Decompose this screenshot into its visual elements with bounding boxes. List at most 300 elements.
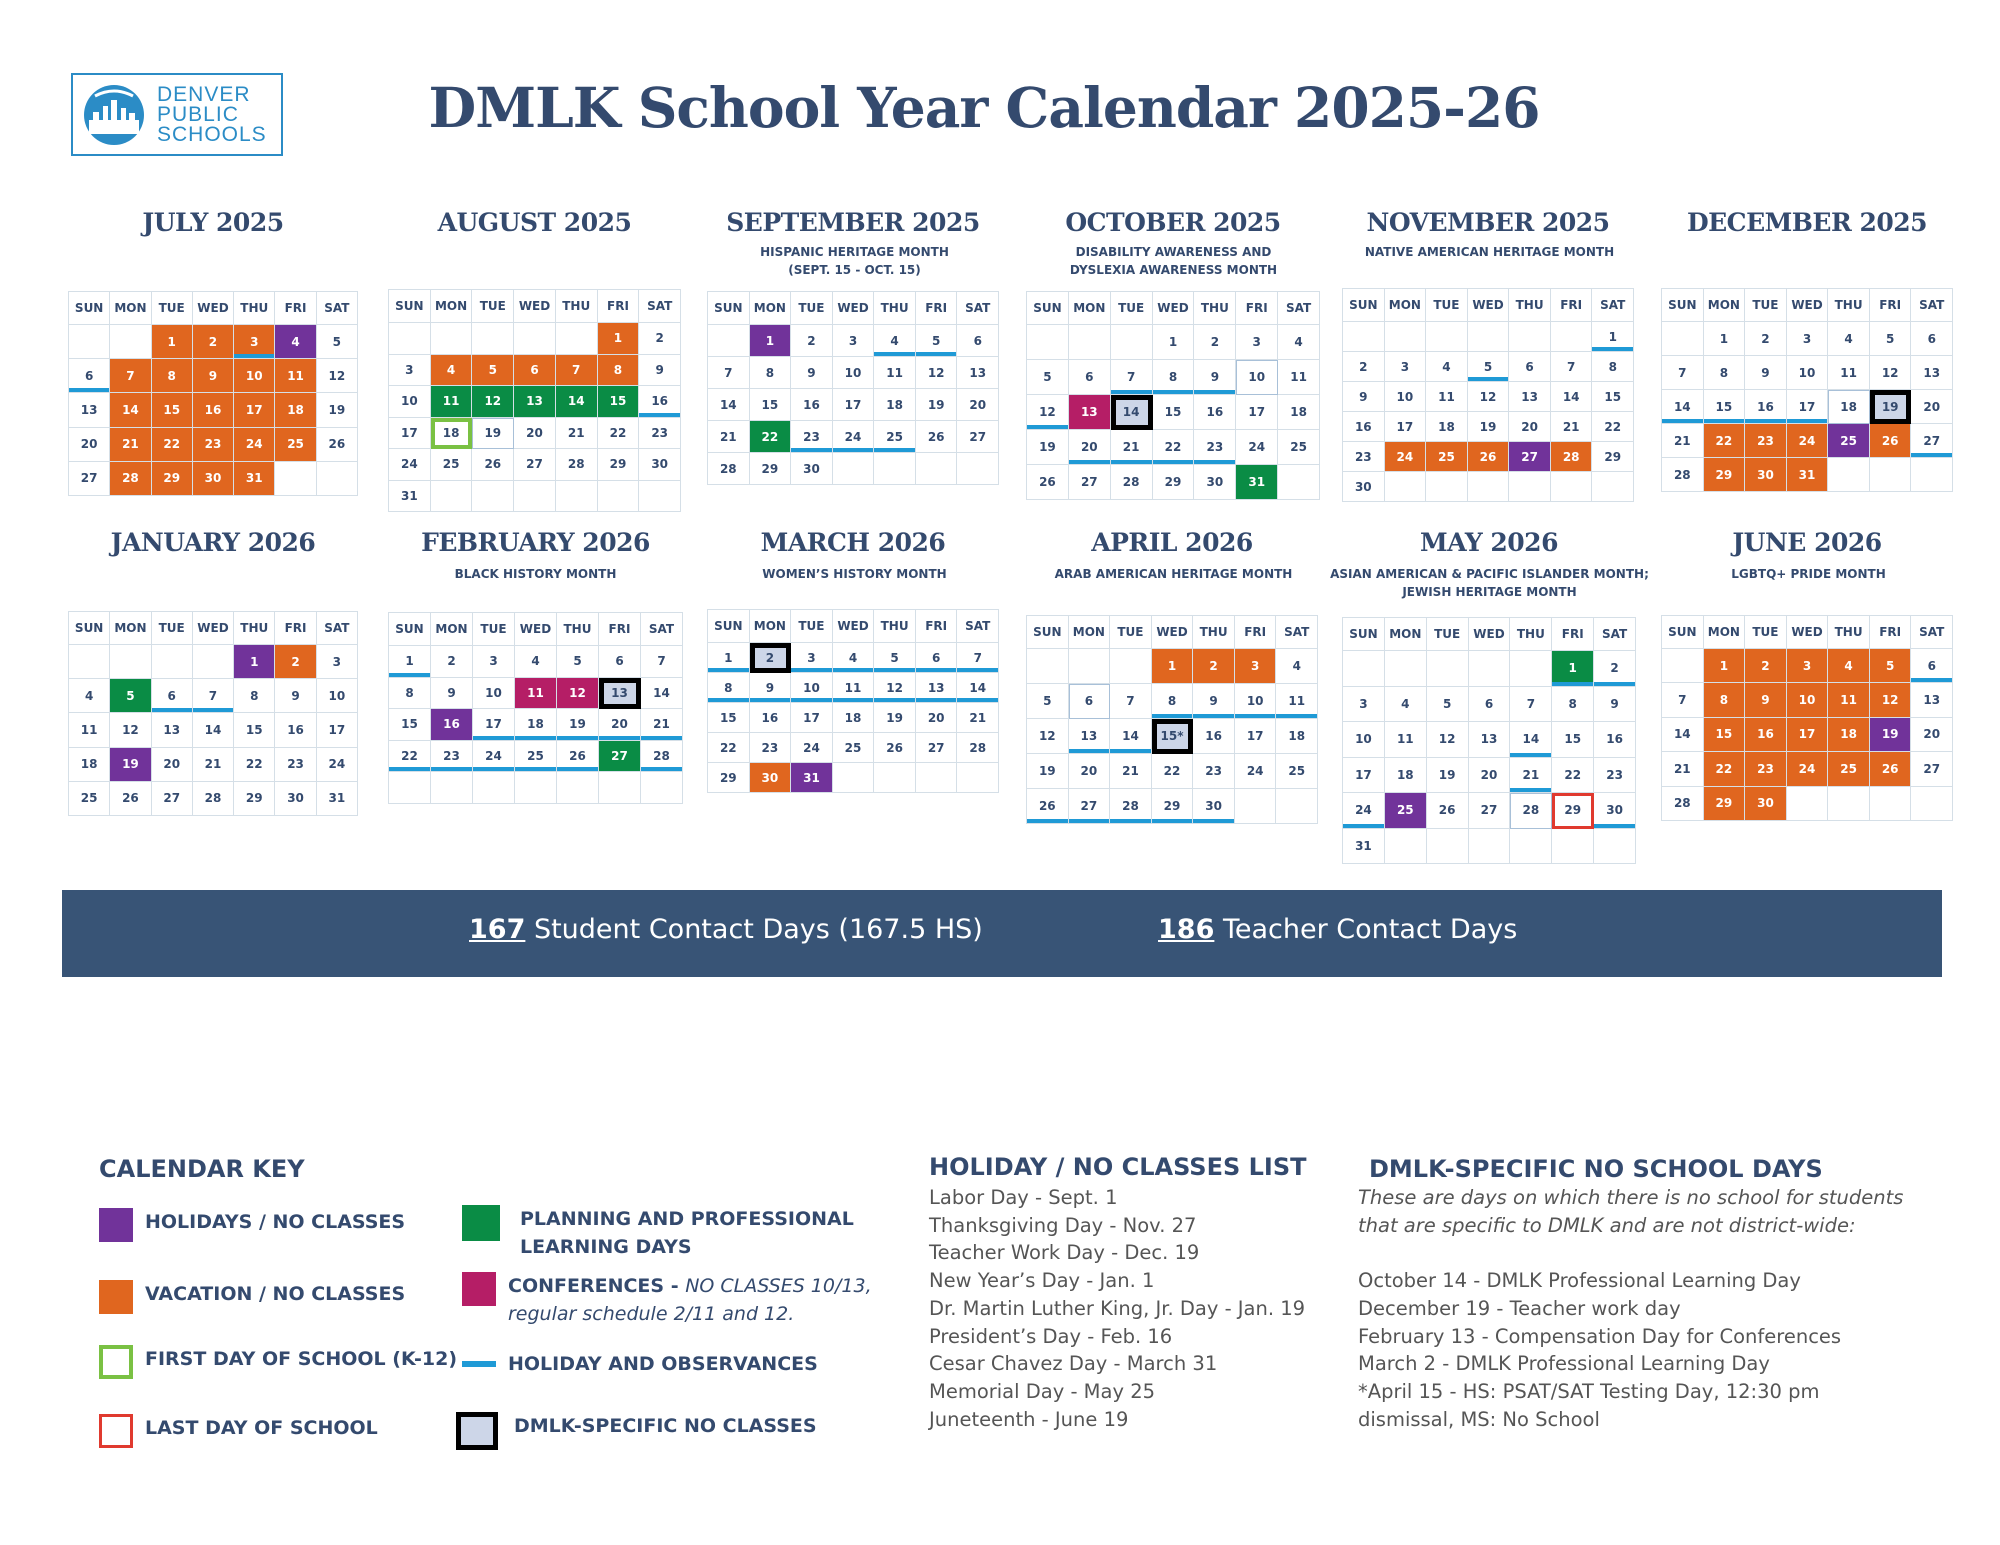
day-cell: 25	[1276, 754, 1318, 789]
day-cell: 24	[389, 449, 431, 481]
empty-cell	[1385, 829, 1427, 865]
day-cell: 27	[1069, 789, 1111, 824]
day-cell: 10	[791, 673, 833, 703]
week-row	[1343, 722, 1636, 758]
month-grid	[1026, 615, 1318, 824]
day-cell: 19	[874, 703, 916, 733]
dmlk-day-item: October 14 - DMLK Professional Learning Day	[1358, 1269, 1801, 1293]
day-cell: 22	[1592, 412, 1634, 442]
empty-cell	[1911, 787, 1953, 821]
day-cell: 19	[1870, 390, 1912, 424]
empty-cell	[1276, 789, 1318, 824]
day-cell: 9	[750, 673, 792, 703]
day-cell: 19	[1027, 430, 1069, 465]
day-cell: 9	[791, 357, 833, 389]
key-conferences-label	[508, 1272, 872, 1328]
weekday-label: MON	[750, 292, 792, 325]
day-cell: 16	[750, 703, 792, 733]
weekday-label: TUE	[1111, 292, 1153, 325]
week-row	[389, 323, 681, 355]
conference-swatch	[462, 1272, 496, 1306]
week-row	[389, 449, 681, 481]
empty-cell	[1426, 472, 1468, 502]
weekday-label: SAT	[1594, 618, 1636, 651]
day-cell: 7	[110, 359, 151, 393]
week-row	[1343, 793, 1636, 829]
day-cell: 31	[791, 763, 833, 793]
day-cell: 23	[1193, 754, 1235, 789]
logo-line-3: SCHOOLS	[157, 122, 267, 146]
day-cell: 14	[193, 713, 234, 747]
holiday-item: Teacher Work Day - Dec. 19	[929, 1241, 1200, 1265]
day-cell: 31	[317, 782, 358, 816]
day-cell: 6	[1911, 649, 1953, 683]
day-cell: 9	[193, 359, 234, 393]
weekday-label: SAT	[1592, 289, 1634, 322]
week-row	[1343, 352, 1634, 382]
teacher-contact-days	[1158, 914, 1517, 945]
empty-cell	[1278, 465, 1320, 500]
empty-cell	[1469, 829, 1511, 865]
empty-cell	[275, 462, 316, 496]
empty-cell	[389, 323, 431, 355]
week-row	[389, 678, 683, 710]
weekday-label: MON	[1385, 618, 1427, 651]
day-cell: 15	[1704, 390, 1746, 424]
week-row	[1343, 758, 1636, 794]
student-days-count: 167	[469, 914, 526, 945]
day-cell: 26	[1870, 424, 1912, 458]
key-planning-line-1: PLANNING AND PROFESSIONAL	[520, 1208, 854, 1230]
day-cell: 3	[317, 645, 358, 679]
weekday-label: SAT	[1276, 616, 1318, 649]
day-cell: 2	[1194, 325, 1236, 360]
day-cell: 5	[916, 325, 958, 357]
dmlk-day-item: *April 15 - HS: PSAT/SAT Testing Day, 12:30 pm	[1358, 1379, 1820, 1403]
day-cell: 18	[1276, 719, 1318, 754]
week-row	[1027, 789, 1318, 824]
day-cell: 4	[1828, 649, 1870, 683]
day-cell: 8	[1153, 360, 1195, 395]
day-cell: 24	[833, 421, 875, 453]
weekday-label: SUN	[708, 610, 750, 643]
week-row	[389, 741, 683, 773]
day-cell: 31	[234, 462, 275, 496]
day-cell: 9	[1343, 382, 1385, 412]
weekday-label: MON	[431, 613, 473, 646]
day-cell: 3	[473, 646, 515, 678]
day-cell: 29	[1552, 793, 1594, 829]
day-cell: 28	[708, 453, 750, 485]
day-cell: 2	[1745, 649, 1787, 683]
empty-cell	[1468, 472, 1510, 502]
day-cell: 22	[1152, 754, 1194, 789]
day-cell: 9	[1745, 683, 1787, 717]
day-cell: 25	[1385, 793, 1427, 829]
day-cell: 28	[1111, 465, 1153, 500]
day-cell: 21	[1111, 430, 1153, 465]
week-row	[389, 481, 681, 513]
weekday-label: THU	[234, 612, 275, 645]
week-row	[708, 421, 999, 453]
day-cell: 26	[472, 449, 514, 481]
month-title: FEBRUARY 2026	[421, 528, 650, 557]
day-cell: 22	[708, 733, 750, 763]
day-cell: 30	[193, 462, 234, 496]
weekday-label: TUE	[791, 610, 833, 643]
weekday-label: THU	[874, 610, 916, 643]
weekday-label: MON	[1069, 616, 1111, 649]
last-day-swatch	[99, 1414, 133, 1448]
week-row	[69, 393, 358, 427]
day-cell: 30	[639, 449, 681, 481]
weekday-label: MON	[431, 290, 473, 323]
week-row	[1343, 412, 1634, 442]
weekday-label: THU	[1194, 292, 1236, 325]
day-cell: 14	[556, 386, 598, 418]
month-grid	[707, 609, 999, 793]
day-cell: 18	[1426, 412, 1468, 442]
empty-cell	[1427, 829, 1469, 865]
day-cell: 8	[1704, 356, 1746, 390]
week-row	[1343, 322, 1634, 352]
weekday-label: TUE	[791, 292, 833, 325]
day-cell: 15	[1704, 718, 1746, 752]
weekday-label: FRI	[1870, 289, 1912, 322]
month-grid	[1661, 615, 1953, 821]
weekday-label: SUN	[1027, 292, 1069, 325]
day-cell: 29	[1704, 458, 1746, 492]
empty-cell	[515, 772, 557, 804]
day-cell: 23	[1745, 752, 1787, 786]
week-row	[1343, 382, 1634, 412]
week-row	[708, 357, 999, 389]
day-cell: 18	[874, 389, 916, 421]
weekday-label: TUE	[1426, 289, 1468, 322]
key-conferences	[462, 1272, 872, 1328]
week-row	[1662, 787, 1953, 821]
day-cell: 15*	[1152, 719, 1194, 754]
day-cell: 6	[1069, 684, 1111, 719]
day-cell: 14	[1110, 719, 1152, 754]
empty-cell	[1027, 649, 1069, 684]
day-cell: 26	[1427, 793, 1469, 829]
week-row	[708, 453, 999, 485]
key-holidays-label: HOLIDAYS / NO CLASSES	[145, 1211, 406, 1233]
day-cell: 13	[1911, 356, 1953, 390]
day-cell: 13	[1911, 683, 1953, 717]
day-cell: 16	[1745, 390, 1787, 424]
day-cell: 8	[1592, 352, 1634, 382]
day-cell: 25	[1828, 424, 1870, 458]
week-row	[1027, 649, 1318, 684]
day-cell: 20	[1069, 754, 1111, 789]
day-cell: 21	[1510, 758, 1552, 794]
day-cell: 30	[791, 453, 833, 485]
weekday-label: MON	[1385, 289, 1427, 322]
month-subtitle: HISPANIC HERITAGE MONTH	[760, 245, 949, 259]
weekday-header	[69, 292, 358, 325]
weekday-label: FRI	[1236, 292, 1278, 325]
student-contact-days	[469, 914, 983, 945]
weekday-label: SUN	[708, 292, 750, 325]
day-cell: 19	[1870, 718, 1912, 752]
day-cell: 27	[1911, 752, 1953, 786]
month-grid	[388, 612, 683, 804]
week-row	[1662, 322, 1953, 356]
week-row	[1662, 718, 1953, 752]
day-cell: 29	[598, 449, 640, 481]
logo-line-1: DENVER	[157, 82, 251, 106]
week-row	[1662, 752, 1953, 786]
week-row	[708, 703, 999, 733]
dmlk-days-list	[1358, 1267, 1903, 1433]
weekday-label: WED	[193, 612, 234, 645]
empty-cell	[556, 481, 598, 513]
day-cell: 20	[69, 428, 110, 462]
empty-cell	[1343, 651, 1385, 687]
day-cell: 15	[1153, 395, 1195, 430]
calendar-key-heading: CALENDAR KEY	[99, 1155, 305, 1183]
day-cell: 2	[639, 323, 681, 355]
empty-cell	[431, 323, 473, 355]
day-cell: 5	[1027, 360, 1069, 395]
weekday-label: SAT	[1278, 292, 1320, 325]
weekday-label: MON	[110, 612, 151, 645]
day-cell: 8	[389, 678, 431, 710]
day-cell: 27	[957, 421, 999, 453]
day-cell: 12	[1027, 395, 1069, 430]
weekday-label: FRI	[916, 610, 958, 643]
day-cell: 28	[193, 782, 234, 816]
day-cell: 17	[1787, 390, 1829, 424]
day-cell: 23	[750, 733, 792, 763]
empty-cell	[916, 763, 958, 793]
day-cell: 2	[1745, 322, 1787, 356]
day-cell: 3	[1343, 687, 1385, 723]
day-cell: 21	[193, 748, 234, 782]
key-last-day-label: LAST DAY OF SCHOOL	[145, 1417, 378, 1439]
day-cell: 14	[1662, 718, 1704, 752]
day-cell: 8	[234, 679, 275, 713]
weekday-label: FRI	[916, 292, 958, 325]
weekday-label: SAT	[317, 292, 358, 325]
day-cell: 13	[599, 678, 641, 710]
weekday-label: TUE	[152, 612, 193, 645]
day-cell: 4	[1385, 687, 1427, 723]
month-title: MARCH 2026	[760, 528, 946, 557]
empty-cell	[110, 325, 151, 359]
day-cell: 28	[1551, 442, 1593, 472]
day-cell: 18	[515, 709, 557, 741]
weekday-label: SAT	[957, 292, 999, 325]
day-cell: 8	[1552, 687, 1594, 723]
empty-cell	[1828, 458, 1870, 492]
day-cell: 23	[639, 418, 681, 450]
weekday-label: SUN	[1343, 289, 1385, 322]
week-row	[69, 325, 358, 359]
day-cell: 4	[874, 325, 916, 357]
day-cell: 13	[1469, 722, 1511, 758]
month-subtitle: NATIVE AMERICAN HERITAGE MONTH	[1364, 245, 1615, 259]
day-cell: 20	[1509, 412, 1551, 442]
empty-cell	[1510, 829, 1552, 865]
day-cell: 20	[514, 418, 556, 450]
day-cell: 29	[1153, 465, 1195, 500]
page-title: DMLK School Year Calendar 2025-26	[428, 75, 1540, 140]
day-cell: 17	[1385, 412, 1427, 442]
day-cell: 15	[389, 709, 431, 741]
day-cell: 17	[791, 703, 833, 733]
day-cell: 13	[514, 386, 556, 418]
day-cell: 20	[1469, 758, 1511, 794]
day-cell: 2	[431, 646, 473, 678]
month-grid	[68, 291, 358, 496]
day-cell: 1	[598, 323, 640, 355]
day-cell: 11	[1278, 360, 1320, 395]
week-row	[708, 673, 999, 703]
holiday-item: Labor Day - Sept. 1	[929, 1186, 1118, 1209]
day-cell: 6	[152, 679, 193, 713]
day-cell: 15	[152, 393, 193, 427]
empty-cell	[874, 763, 916, 793]
empty-cell	[1427, 651, 1469, 687]
day-cell: 12	[1870, 683, 1912, 717]
day-cell: 16	[1343, 412, 1385, 442]
day-cell: 10	[317, 679, 358, 713]
empty-cell	[317, 462, 358, 496]
day-cell: 12	[557, 678, 599, 710]
day-cell: 26	[557, 741, 599, 773]
weekday-header	[389, 290, 681, 323]
empty-cell	[1551, 322, 1593, 352]
weekday-label: THU	[556, 290, 598, 323]
day-cell: 31	[1787, 458, 1829, 492]
week-row	[1662, 390, 1953, 424]
logo-line-2: PUBLIC	[157, 102, 239, 126]
month-subtitle: DYSLEXIA AWARENESS MONTH	[1069, 263, 1278, 277]
day-cell: 16	[193, 393, 234, 427]
day-cell: 17	[473, 709, 515, 741]
day-cell: 26	[1027, 465, 1069, 500]
day-cell: 7	[556, 355, 598, 387]
day-cell: 10	[1236, 360, 1278, 395]
day-cell: 13	[152, 713, 193, 747]
weekday-label: FRI	[598, 290, 640, 323]
holiday-item: Juneteenth - June 19	[929, 1407, 1129, 1431]
weekday-label: MON	[1704, 289, 1746, 322]
empty-cell	[472, 481, 514, 513]
empty-cell	[916, 453, 958, 485]
month-subtitle: JEWISH HERITAGE MONTH	[1402, 585, 1577, 599]
month-grid	[1026, 291, 1320, 500]
weekday-label: WED	[1153, 292, 1195, 325]
week-row	[389, 772, 683, 804]
weekday-label: MON	[750, 610, 792, 643]
week-row	[708, 325, 999, 357]
day-cell: 19	[1427, 758, 1469, 794]
day-cell: 5	[1870, 322, 1912, 356]
week-row	[389, 709, 683, 741]
weekday-label: FRI	[1870, 616, 1912, 649]
day-cell: 12	[916, 357, 958, 389]
empty-cell	[193, 645, 234, 679]
day-cell: 23	[1194, 430, 1236, 465]
day-cell: 10	[389, 386, 431, 418]
day-cell: 7	[1510, 687, 1552, 723]
empty-cell	[1385, 472, 1427, 502]
day-cell: 21	[1110, 754, 1152, 789]
empty-cell	[1870, 787, 1912, 821]
empty-cell	[1027, 325, 1069, 360]
week-row	[1662, 649, 1953, 683]
weekday-label: SUN	[69, 612, 110, 645]
day-cell: 7	[1551, 352, 1593, 382]
day-cell: 11	[275, 359, 316, 393]
day-cell: 11	[431, 386, 473, 418]
observance-swatch	[462, 1361, 496, 1367]
day-cell: 23	[1594, 758, 1636, 794]
empty-cell	[69, 325, 110, 359]
empty-cell	[1111, 325, 1153, 360]
weekday-label: WED	[833, 292, 875, 325]
week-row	[69, 645, 358, 679]
week-row	[69, 462, 358, 496]
day-cell: 8	[598, 355, 640, 387]
day-cell: 20	[1911, 390, 1953, 424]
weekday-label: SUN	[1027, 616, 1069, 649]
week-row	[69, 359, 358, 393]
weekday-label: WED	[515, 613, 557, 646]
day-cell: 27	[916, 733, 958, 763]
empty-cell	[833, 763, 875, 793]
week-row	[1343, 687, 1636, 723]
day-cell: 1	[1153, 325, 1195, 360]
month-title: APRIL 2026	[1091, 528, 1253, 557]
day-cell: 26	[1870, 752, 1912, 786]
dmlk-day-item: December 19 - Teacher work day	[1358, 1296, 1681, 1320]
weekday-label: THU	[234, 292, 275, 325]
day-cell: 18	[1385, 758, 1427, 794]
day-cell: 11	[1276, 684, 1318, 719]
day-cell: 3	[234, 325, 275, 359]
day-cell: 15	[750, 389, 792, 421]
day-cell: 2	[1594, 651, 1636, 687]
teacher-days-label: Teacher Contact Days	[1214, 914, 1518, 945]
first-day-swatch	[99, 1345, 133, 1379]
day-cell: 27	[69, 462, 110, 496]
empty-cell	[1594, 829, 1636, 865]
day-cell: 19	[472, 418, 514, 450]
day-cell: 22	[152, 428, 193, 462]
empty-cell	[599, 772, 641, 804]
empty-cell	[431, 772, 473, 804]
day-cell: 23	[791, 421, 833, 453]
day-cell: 6	[1509, 352, 1551, 382]
holiday-item: Memorial Day - May 25	[929, 1379, 1156, 1403]
day-cell: 1	[389, 646, 431, 678]
weekday-label: THU	[874, 292, 916, 325]
week-row	[69, 748, 358, 782]
empty-cell	[514, 323, 556, 355]
day-cell: 21	[957, 703, 999, 733]
day-cell: 13	[957, 357, 999, 389]
weekday-header	[69, 612, 358, 645]
day-cell: 21	[708, 421, 750, 453]
day-cell: 10	[1235, 684, 1277, 719]
holiday-item: Thanksgiving Day - Nov. 27	[929, 1213, 1197, 1237]
key-planning-label	[520, 1205, 854, 1261]
